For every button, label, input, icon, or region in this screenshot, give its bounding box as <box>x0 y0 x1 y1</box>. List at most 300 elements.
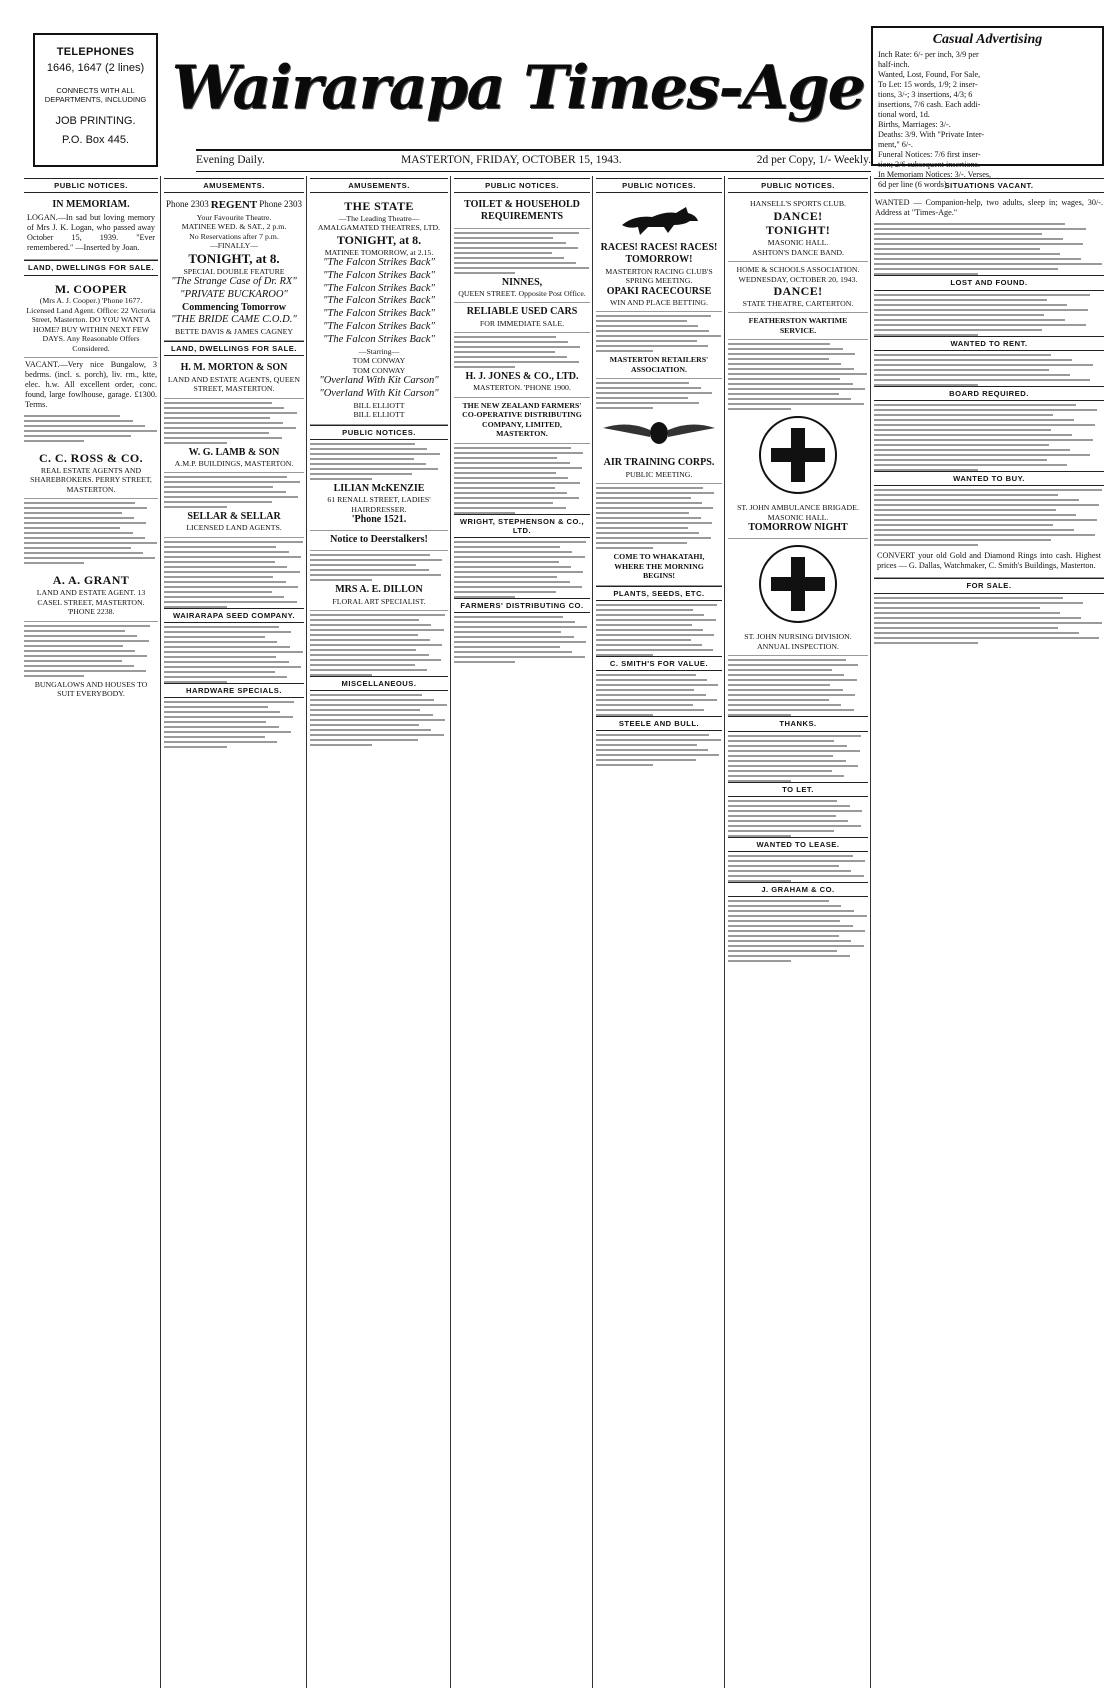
text-line-placeholder <box>164 437 282 439</box>
text-line-placeholder <box>164 661 289 663</box>
text-line-placeholder <box>874 324 1086 326</box>
text-line-placeholder <box>728 659 846 661</box>
section-heading: PUBLIC NOTICES. <box>24 178 158 193</box>
text-line-placeholder <box>310 639 430 641</box>
text-line-placeholder <box>310 669 427 671</box>
small-print-block <box>728 855 868 882</box>
text-line-placeholder <box>454 346 580 348</box>
small-print-block <box>874 404 1104 471</box>
text-line-placeholder <box>454 247 578 249</box>
text-line-placeholder <box>728 388 865 390</box>
section-heading: BOARD REQUIRED. <box>874 386 1104 401</box>
text-line-placeholder <box>164 586 298 588</box>
text-line-placeholder <box>874 429 1051 431</box>
text-line-placeholder <box>164 746 227 748</box>
text-line-placeholder <box>874 534 1095 536</box>
text-line-placeholder <box>874 499 1079 501</box>
text-line-placeholder <box>596 639 691 641</box>
casual-line: Inch Rate: 6/- per inch, 3/9 per <box>878 50 979 60</box>
telephones-connects: CONNECTS WITH ALL DEPARTMENTS, INCLUDING <box>44 86 147 105</box>
text-line-placeholder <box>874 369 1049 371</box>
text-line-placeholder <box>596 709 704 711</box>
tomorrow-night: TOMORROW NIGHT <box>748 522 848 534</box>
text-line-placeholder <box>728 875 864 877</box>
text-line-placeholder <box>874 359 1072 361</box>
section-heading: STEELE AND BULL. <box>596 716 722 731</box>
text-line-placeholder <box>24 420 133 422</box>
home-title: HOME & SCHOOLS ASSOCIATION. <box>736 265 860 274</box>
leading-theatre: —The Leading Theatre— <box>338 213 420 223</box>
text-line-placeholder <box>728 343 830 345</box>
small-print-block <box>164 541 304 608</box>
column-rule <box>306 176 307 1688</box>
small-print-block <box>874 597 1104 644</box>
text-line-placeholder <box>728 674 844 676</box>
memoriam-text: LOGAN.—In sad but loving memory of Mrs J. K. Logan, who passed away October 15, 1939. "Ever remembered." —Inserted by Joan. <box>27 213 155 253</box>
section-heading: PUBLIC NOTICES. <box>310 425 448 440</box>
state-carterton: STATE THEATRE, CARTERTON. <box>742 298 854 308</box>
text-line-placeholder <box>596 532 699 534</box>
section-heading: PUBLIC NOTICES. <box>454 178 590 193</box>
text-line-placeholder <box>310 739 418 741</box>
text-line-placeholder <box>874 504 1099 506</box>
convert-gold-ad <box>874 546 1104 578</box>
text-line-placeholder <box>728 955 850 957</box>
text-line-placeholder <box>310 569 429 571</box>
text-line-placeholder <box>454 237 553 239</box>
job-printing: JOB PRINTING. <box>55 114 136 127</box>
text-line-placeholder <box>596 340 697 342</box>
ashton-band: ASHTON'S DANCE BAND. <box>751 247 845 257</box>
text-line-placeholder <box>596 759 696 761</box>
small-print-block <box>164 626 304 683</box>
text-line-placeholder <box>164 716 293 718</box>
text-line-placeholder <box>164 566 287 568</box>
lamb-sub: A.M.P. BUILDINGS, MASTERTON. <box>174 458 294 468</box>
morton-ad <box>164 359 304 398</box>
text-line-placeholder <box>24 635 137 637</box>
betting-note: WIN AND PLACE BETTING. <box>610 297 708 307</box>
dateline-left: Evening Daily. <box>196 154 265 166</box>
text-line-placeholder <box>874 529 1074 531</box>
column-rule <box>450 176 451 1688</box>
text-line-placeholder <box>454 581 570 583</box>
text-line-placeholder <box>728 775 844 777</box>
text-line-placeholder <box>874 233 1042 235</box>
text-line-placeholder <box>164 476 287 478</box>
text-line-placeholder <box>874 258 1081 260</box>
column-4 <box>454 178 590 1686</box>
text-line-placeholder <box>874 454 1090 456</box>
telephones-heading: TELEPHONES <box>56 46 135 58</box>
text-line-placeholder <box>454 487 555 489</box>
text-line-placeholder <box>164 571 300 573</box>
text-line-placeholder <box>874 444 1049 446</box>
text-line-placeholder <box>874 632 1079 634</box>
small-print-block <box>596 734 722 766</box>
text-line-placeholder <box>310 458 414 460</box>
text-line-placeholder <box>728 805 850 807</box>
text-line-placeholder <box>310 614 445 616</box>
text-line-placeholder <box>728 900 829 902</box>
column-6 <box>728 178 868 1686</box>
text-line-placeholder <box>310 719 445 721</box>
tonight-label: TONIGHT, at 8. <box>188 250 280 266</box>
text-line-placeholder <box>728 373 867 375</box>
text-line-placeholder <box>454 576 557 578</box>
sellar-ad <box>164 508 304 538</box>
regent-phones <box>166 199 302 212</box>
film-title: "Overland With Kit Carson" <box>319 375 439 387</box>
text-line-placeholder <box>454 591 556 593</box>
film-title: "The Falcon Strikes Back" <box>323 308 435 320</box>
text-line-placeholder <box>874 539 1051 541</box>
air-title: AIR TRAINING CORPS. <box>603 457 715 469</box>
small-print-block <box>454 336 590 368</box>
retailers-title: MASTERTON RETAILERS' ASSOCIATION. <box>609 355 709 374</box>
text-line-placeholder <box>24 517 134 519</box>
text-line-placeholder <box>874 424 1095 426</box>
matinee-label: MATINEE TOMORROW, at 2.15. <box>324 247 434 257</box>
masthead-title: Wairarapa Times-Age <box>171 53 865 123</box>
text-line-placeholder <box>728 820 848 822</box>
small-print-block <box>454 541 590 598</box>
text-line-placeholder <box>310 649 416 651</box>
small-print-block <box>164 402 304 444</box>
text-line-placeholder <box>164 546 276 548</box>
text-line-placeholder <box>310 729 431 731</box>
section-heading: C. SMITH'S FOR VALUE. <box>596 656 722 671</box>
text-line-placeholder <box>164 666 301 668</box>
casual-line: Births, Marriages: 3/-. <box>878 120 951 130</box>
text-line-placeholder <box>728 870 851 872</box>
casual-line: half-inch. <box>878 60 910 70</box>
text-line-placeholder <box>596 679 707 681</box>
text-line-placeholder <box>596 699 717 701</box>
tonight-label: TONIGHT! <box>765 223 831 238</box>
text-line-placeholder <box>164 491 286 493</box>
finally-label: —FINALLY— <box>209 241 259 251</box>
text-line-placeholder <box>310 644 442 646</box>
text-line-placeholder <box>596 734 709 736</box>
film-title: "The Falcon Strikes Back" <box>323 320 435 332</box>
text-line-placeholder <box>164 486 273 488</box>
text-line-placeholder <box>164 496 298 498</box>
text-line-placeholder <box>164 676 287 678</box>
text-line-placeholder <box>24 435 131 437</box>
small-print-block <box>874 223 1104 275</box>
text-line-placeholder <box>596 330 709 332</box>
bottom-line <box>24 677 158 703</box>
text-line-placeholder <box>164 601 297 603</box>
small-print-block <box>24 502 158 564</box>
text-line-placeholder <box>596 634 714 636</box>
text-line-placeholder <box>310 634 418 636</box>
text-line-placeholder <box>310 554 430 556</box>
text-line-placeholder <box>24 650 135 652</box>
text-line-placeholder <box>728 408 791 410</box>
text-line-placeholder <box>454 626 587 628</box>
column-rule <box>592 176 593 1688</box>
text-line-placeholder <box>24 552 143 554</box>
text-line-placeholder <box>164 551 289 553</box>
morton-name: H. M. MORTON & SON <box>180 362 288 374</box>
text-line-placeholder <box>454 571 583 573</box>
column-5 <box>596 178 722 1686</box>
text-line-placeholder <box>310 574 441 576</box>
coop-title: THE NEW ZEALAND FARMERS' CO-OPERATIVE DISTRIBUTING COMPANY, LIMITED, MASTERTON. <box>462 400 582 439</box>
hansell-dance-ad <box>728 196 868 262</box>
text-line-placeholder <box>728 348 843 350</box>
casual-line: insertions, 7/6 cash. Each addi- <box>878 100 981 110</box>
text-line-placeholder <box>454 351 555 353</box>
text-line-placeholder <box>874 304 1067 306</box>
text-line-placeholder <box>164 731 291 733</box>
dateline-rule-top <box>196 149 871 151</box>
text-line-placeholder <box>454 336 556 338</box>
ninnes-ad <box>454 274 590 304</box>
air-training-ad <box>596 409 722 484</box>
text-line-placeholder <box>164 656 276 658</box>
ross-name: C. C. ROSS & CO. <box>38 451 144 466</box>
text-line-placeholder <box>164 576 273 578</box>
text-line-placeholder <box>728 935 839 937</box>
text-line-placeholder <box>874 602 1083 604</box>
text-line-placeholder <box>874 314 1044 316</box>
text-line-placeholder <box>164 556 301 558</box>
casual-line: tions, 3/-; 3 insertions, 4/3; 6 <box>878 90 973 100</box>
text-line-placeholder <box>164 412 297 414</box>
text-line-placeholder <box>454 661 515 663</box>
text-line-placeholder <box>728 860 865 862</box>
text-line-placeholder <box>454 621 575 623</box>
casual-line: Deaths: 3/9. With "Private Inter- <box>878 130 985 140</box>
text-line-placeholder <box>454 462 570 464</box>
text-line-placeholder <box>728 925 853 927</box>
small-print-block <box>728 800 868 837</box>
text-line-placeholder <box>24 430 157 432</box>
text-line-placeholder <box>164 641 277 643</box>
reliable-cars-ad <box>454 303 590 333</box>
masthead <box>168 28 868 148</box>
film-title: "Overland With Kit Carson" <box>319 387 439 399</box>
text-line-placeholder <box>24 660 122 662</box>
text-line-placeholder <box>728 393 839 395</box>
text-line-placeholder <box>874 404 1076 406</box>
section-heading: TO LET. <box>728 782 868 797</box>
column-2 <box>164 178 304 1686</box>
text-line-placeholder <box>454 561 559 563</box>
st-john-ad <box>728 500 868 539</box>
text-line-placeholder <box>454 507 566 509</box>
text-line-placeholder <box>728 704 841 706</box>
section-heading: PUBLIC NOTICES. <box>596 178 722 193</box>
text-line-placeholder <box>164 721 266 723</box>
text-line-placeholder <box>454 566 571 568</box>
text-line-placeholder <box>310 468 438 470</box>
text-line-placeholder <box>596 629 703 631</box>
text-line-placeholder <box>596 624 692 626</box>
text-line-placeholder <box>596 604 717 606</box>
text-line-placeholder <box>24 502 135 504</box>
text-line-placeholder <box>310 448 427 450</box>
text-line-placeholder <box>164 726 279 728</box>
casual-line: To Let: 15 words, 1/9; 2 inser- <box>878 80 978 90</box>
text-line-placeholder <box>874 449 1070 451</box>
text-line-placeholder <box>310 724 419 726</box>
star-name: TOM CONWAY <box>352 356 406 366</box>
text-line-placeholder <box>874 509 1056 511</box>
text-line-placeholder <box>310 714 433 716</box>
small-print-block <box>310 554 448 581</box>
text-line-placeholder <box>874 607 1040 609</box>
small-print-block <box>874 489 1104 546</box>
text-line-placeholder <box>596 694 706 696</box>
text-line-placeholder <box>310 744 372 746</box>
text-line-placeholder <box>596 649 713 651</box>
small-print-block <box>24 625 158 677</box>
film-stars: BETTE DAVIS & JAMES CAGNEY <box>174 326 294 336</box>
races-tomorrow: TOMORROW! <box>625 254 693 266</box>
text-line-placeholder <box>874 243 1083 245</box>
small-print-block <box>24 415 158 442</box>
small-print-block <box>728 900 868 962</box>
section-heading: MISCELLANEOUS. <box>310 676 448 691</box>
text-line-placeholder <box>874 459 1047 461</box>
small-print-block <box>596 382 722 409</box>
column-7 <box>874 178 1104 1686</box>
text-line-placeholder <box>310 619 419 621</box>
text-line-placeholder <box>874 354 1051 356</box>
masonic-hall: MASONIC HALL. <box>767 238 829 247</box>
casual-line: In Memoriam Notices: 3/-. Verses, <box>878 170 992 180</box>
ninnes-name: NINNES, <box>501 276 543 288</box>
column-rule <box>870 176 871 1688</box>
text-line-placeholder <box>24 415 120 417</box>
text-line-placeholder <box>454 586 582 588</box>
text-line-placeholder <box>728 750 860 752</box>
amalgamated: AMALGAMATED THEATRES, LTD. <box>317 223 441 233</box>
column-rule <box>160 176 161 1688</box>
text-line-placeholder <box>728 694 855 696</box>
section-heading: LOST AND FOUND. <box>874 275 1104 290</box>
text-line-placeholder <box>310 564 416 566</box>
bottom-text: BUNGALOWS AND HOUSES TO SUIT EVERYBODY. <box>34 679 148 699</box>
text-line-placeholder <box>728 770 832 772</box>
text-line-placeholder <box>164 501 272 503</box>
text-line-placeholder <box>874 622 1102 624</box>
text-line-placeholder <box>454 361 579 363</box>
column-3 <box>310 178 448 1686</box>
text-line-placeholder <box>728 825 861 827</box>
text-line-placeholder <box>874 642 978 644</box>
text-line-placeholder <box>728 765 858 767</box>
text-line-placeholder <box>728 709 854 711</box>
lamb-ad <box>164 444 304 474</box>
racing-club: MASTERTON RACING CLUB'S SPRING MEETING. <box>605 266 713 286</box>
dateline <box>196 152 871 170</box>
section-heading: HARDWARE SPECIALS. <box>164 683 304 698</box>
text-line-placeholder <box>596 674 696 676</box>
lamb-name: W. G. LAMB & SON <box>188 446 280 458</box>
small-print-block <box>454 616 590 663</box>
text-line-placeholder <box>728 930 865 932</box>
text-line-placeholder <box>310 559 442 561</box>
favourite-theatre: Your Favourite Theatre. <box>196 212 272 222</box>
film-title: "PRIVATE BUCKAROO" <box>180 288 288 300</box>
text-line-placeholder <box>310 624 431 626</box>
text-line-placeholder <box>310 629 444 631</box>
small-print-block <box>874 354 1104 386</box>
state-theatre-ad <box>310 196 448 424</box>
text-line-placeholder <box>24 532 133 534</box>
text-line-placeholder <box>454 267 589 269</box>
text-line-placeholder <box>164 591 272 593</box>
small-print-block <box>728 343 868 410</box>
text-line-placeholder <box>454 502 553 504</box>
text-line-placeholder <box>728 830 834 832</box>
double-feature: SPECIAL DOUBLE FEATURE <box>183 266 285 276</box>
text-line-placeholder <box>874 434 1072 436</box>
convert-text: CONVERT your old Gold and Diamond Rings into cash. Highest prices — G. Dallas, Watchmaker, C. Smith's Buildings, Masterton. <box>877 551 1101 571</box>
text-line-placeholder <box>310 463 426 465</box>
text-line-placeholder <box>728 800 837 802</box>
text-line-placeholder <box>596 739 721 741</box>
text-line-placeholder <box>454 356 567 358</box>
st-john-title: ST. JOHN AMBULANCE BRIGADE. MASONIC HALL. <box>737 503 859 522</box>
text-line-placeholder <box>596 402 699 404</box>
agent-sub: (Mrs A. J. Cooper.) 'Phone 1677. <box>39 296 143 306</box>
text-line-placeholder <box>164 422 283 424</box>
film-title: "THE BRIDE CAME C.O.D." <box>171 313 297 325</box>
text-line-placeholder <box>874 379 1090 381</box>
text-line-placeholder <box>454 641 586 643</box>
wanted-notice: WANTED — Companion-help, two adults, sleep in; wages, 30/-. Address at "Times-Age." <box>875 198 1103 218</box>
text-line-placeholder <box>728 398 851 400</box>
toilet-ad <box>454 196 590 228</box>
star-name: BILL ELLIOTT <box>353 410 405 420</box>
text-line-placeholder <box>164 636 265 638</box>
casual-line: tional word, 1d. <box>878 110 930 120</box>
casual-heading: Casual Advertising <box>932 32 1043 47</box>
text-line-placeholder <box>24 440 84 442</box>
text-line-placeholder <box>874 524 1053 526</box>
small-print-block <box>596 674 722 716</box>
small-print-block <box>454 232 590 274</box>
races-ad <box>596 196 722 312</box>
text-line-placeholder <box>728 855 853 857</box>
agent-name: M. COOPER <box>54 281 128 296</box>
text-line-placeholder <box>454 616 563 618</box>
text-line-placeholder <box>596 502 702 504</box>
starring-label: —Starring— <box>358 346 400 356</box>
section-heading: FOR SALE. <box>874 578 1104 593</box>
film-title: "The Strange Case of Dr. RX" <box>171 276 297 288</box>
text-line-placeholder <box>310 443 415 445</box>
text-line-placeholder <box>596 517 701 519</box>
home-date: WEDNESDAY, OCTOBER 20, 1943. <box>738 274 858 284</box>
text-line-placeholder <box>596 744 697 746</box>
text-line-placeholder <box>454 447 571 449</box>
text-line-placeholder <box>24 557 155 559</box>
mckenzie-ad <box>310 480 448 531</box>
text-line-placeholder <box>24 527 120 529</box>
text-line-placeholder <box>596 684 718 686</box>
text-line-placeholder <box>454 651 572 653</box>
column-rule <box>724 176 725 1688</box>
memoriam-heading: IN MEMORIAM. <box>52 199 130 211</box>
text-line-placeholder <box>728 403 864 405</box>
